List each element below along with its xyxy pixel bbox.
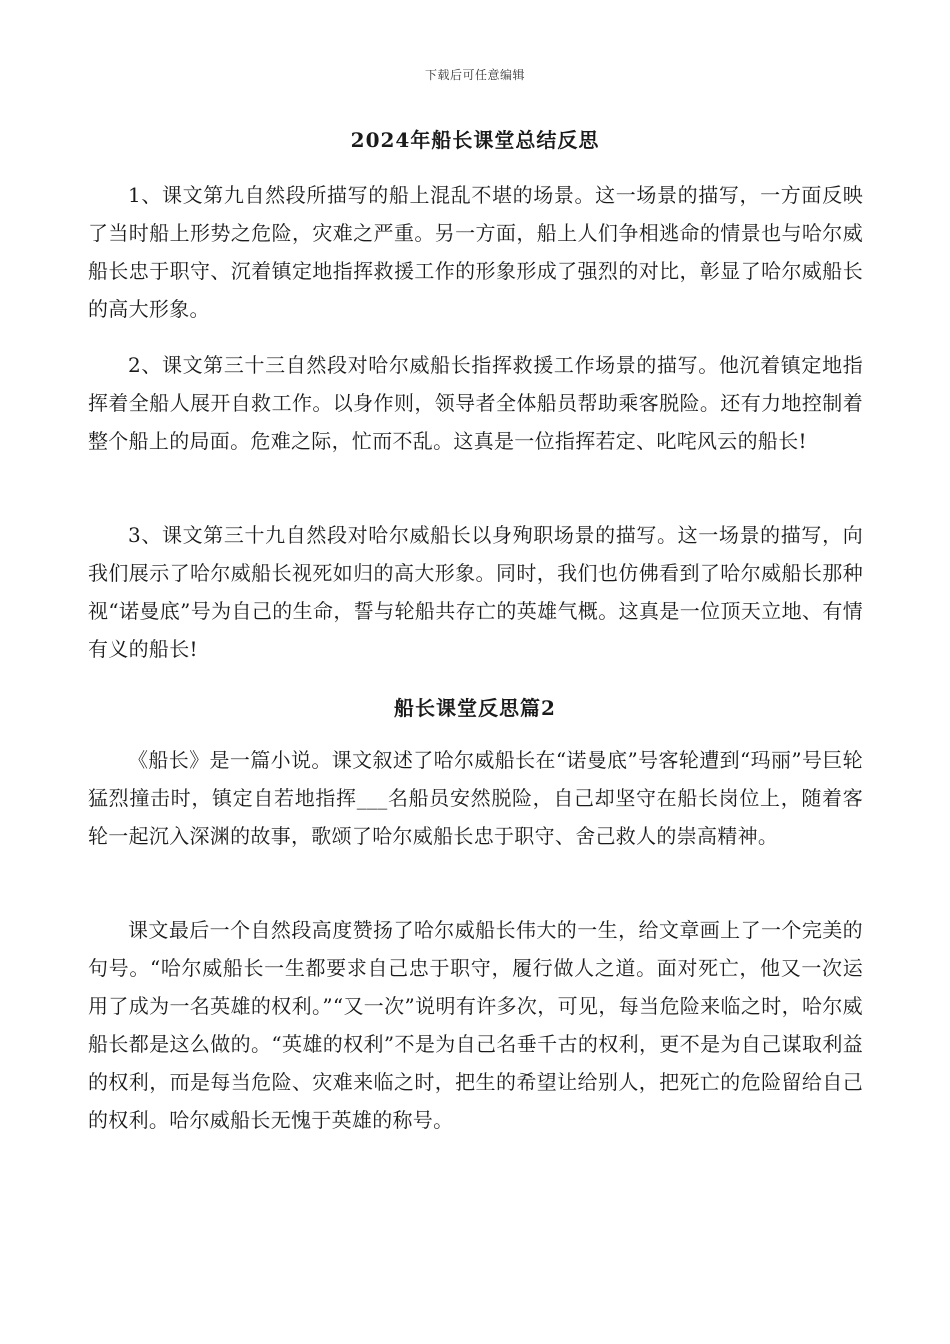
- section-title: 船长课堂反思篇2: [394, 696, 556, 720]
- header-note: 下载后可任意编辑: [424, 68, 525, 82]
- paragraph-5: 课文最后一个自然段高度赞扬了哈尔威船长伟大的一生，给文章画上了一个完美的句号。“哈尔威船长一生都要求自己忠于职守，履行做人之道。面对死亡，他又一次运用了成为一名英雄的权利。”“又一次”说明有许多次，可见，每当危险来临之时，哈尔威船长都是这么做的。“英雄的权利”不是为自己名垂千古的权利，更不是为自己谋取利益的权利，而是每当危险、灾难来临之时，把生的希望让给别人，把死亡的危险留给自己的权利。哈尔威船长无愧于英雄的称号。: [88, 918, 863, 1132]
- paragraph-2: 2、课文第三十三自然段对哈尔威船长指挥救援工作场景的描写。他沉着镇定地指挥着全船人展开自救工作。以身作则，领导者全体船员帮助乘客脱险。还有力地控制着整个船上的局面。危难之际，忙而不乱。这真是一位指挥若定、叱咤风云的船长!: [88, 353, 863, 453]
- paragraph-4: 《船长》是一篇小说。课文叙述了哈尔威船长在“诺曼底”号客轮遭到“玛丽”号巨轮猛烈撞击时，镇定自若地指挥___名船员安然脱险，自己却坚守在船长岗位上，随着客轮一起沉入深渊的故事，歌颂了哈尔威船长忠于职守、舍己救人的崇高精神。: [88, 748, 863, 848]
- document-title: 2024年船长课堂总结反思: [350, 128, 600, 152]
- paragraph-3: 3、课文第三十九自然段对哈尔威船长以身殉职场景的描写。这一场景的描写，向我们展示了哈尔威船长视死如归的高大形象。同时，我们也仿佛看到了哈尔威船长那种视“诺曼底”号为自己的生命，誓与轮船共存亡的英雄气概。这真是一位顶天立地、有情有义的船长!: [88, 523, 863, 661]
- paragraph-1: 1、课文第九自然段所描写的船上混乱不堪的场景。这一场景的描写，一方面反映了当时船上形势之危险，灾难之严重。另一方面，船上人们争相逃命的情景也与哈尔威船长忠于职守、沉着镇定地指挥救援工作的形象形成了强烈的对比，彰显了哈尔威船长的高大形象。: [88, 183, 863, 321]
